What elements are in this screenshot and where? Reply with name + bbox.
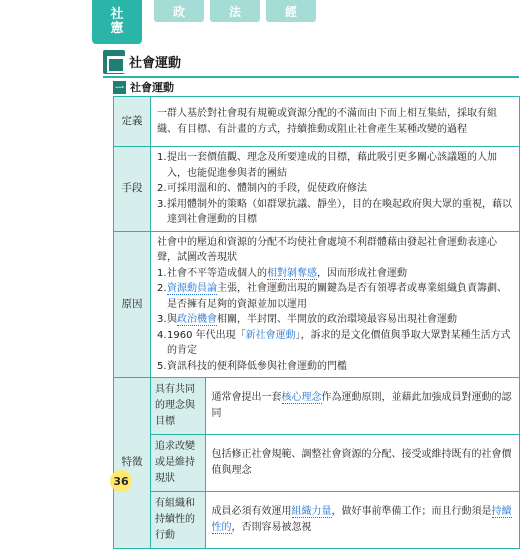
- item-text: [167, 312, 513, 328]
- item-text: 提出一套價值觀、理念及所要達成的目標，藉此吸引更多關心該議題的人加入，也能促進參與者的團結: [167, 152, 497, 179]
- feature-row: [151, 378, 519, 435]
- features-content: [151, 378, 520, 549]
- list-item: [157, 181, 513, 197]
- text-run: 相關，半封閉、半開放的政治環境最容易出現社會運動: [217, 314, 457, 325]
- features-subtable: [151, 378, 519, 548]
- highlight-term: 新社會運動: [245, 329, 296, 341]
- tab-main-char-2: 憲: [110, 21, 124, 36]
- highlight-term: 相對剝奪感: [267, 267, 317, 279]
- section-title: 社會運動: [129, 56, 182, 71]
- definition-text: 一群人基於對社會現有規範或資源分配的不滿而由下而上相互集結，採取有組織、有目標、有計畫的方式，持續推動或阻止社會產生某種改變的過程: [151, 97, 520, 147]
- text-run: 社會不平等造成個人的: [167, 267, 267, 279]
- list-item: [157, 150, 513, 181]
- list-item: [157, 312, 513, 328]
- highlight-term: 組織力量: [291, 506, 332, 517]
- item-text: 資訊科技的便利降低參與社會運動的門檻: [167, 360, 347, 372]
- page-number: 36: [110, 470, 132, 492]
- list-item: [157, 328, 513, 359]
- highlight-term: 核心理念: [281, 392, 322, 403]
- text-run: 與: [167, 314, 177, 325]
- list-item: [157, 266, 513, 282]
- table-caption: [113, 78, 174, 96]
- highlight-term: 政治機會: [177, 314, 217, 325]
- table-caption-text: 社會運動: [130, 81, 174, 94]
- highlight-term: 資源動員論: [167, 283, 217, 294]
- cause-intro: 社會中的壓迫和資源的分配不均使社會處境不利群體藉由發起社會運動表達心聲，試圖改善現狀: [157, 236, 497, 263]
- item-number: 3.: [157, 198, 167, 210]
- feature-text: [205, 378, 519, 435]
- feature-text: [205, 492, 519, 549]
- text-run: 作為運動原則，並藉此加強成員對運動的認同: [211, 392, 512, 419]
- table-row-cause: [114, 231, 520, 378]
- item-number: 3.: [157, 314, 167, 325]
- section-heading: [103, 50, 223, 76]
- item-number: 1.: [157, 152, 167, 163]
- text-run: 」，訴求的是文化價值與爭取大眾對某種生活方式的肯定: [167, 329, 511, 356]
- text-run: 1960 年代出現「: [167, 329, 246, 341]
- row-label-cause: 原因: [114, 231, 151, 378]
- row-label-definition: 定義: [114, 97, 151, 147]
- tab-law[interactable]: 法: [210, 0, 260, 22]
- tab-economics[interactable]: 經: [266, 0, 316, 22]
- text-run: ，做好事前準備工作；而且行動須是: [331, 506, 492, 517]
- item-text: [167, 328, 513, 359]
- book-icon: [103, 50, 125, 74]
- feature-label: 有組織和持續性的行動: [151, 492, 205, 549]
- cause-content: [151, 231, 520, 378]
- means-list: [151, 147, 520, 232]
- tab-politics[interactable]: 政: [154, 0, 204, 22]
- item-text: 可採用溫和的、體制內的手段，促使政府修法: [167, 183, 367, 194]
- feature-label: 具有共同的理念與目標: [151, 378, 205, 435]
- item-number: 2.: [157, 283, 167, 294]
- text-run: ，因而形成社會運動: [317, 267, 407, 279]
- social-movement-table: [113, 96, 520, 549]
- item-text: [167, 281, 513, 312]
- text-run: 主張，社會運動出現的關鍵為是否有領導者或專業組織負責籌劃、是否擁有足夠的資源並加以運用: [167, 283, 507, 310]
- table-number-badge: 一: [113, 81, 126, 94]
- table-row-features: [114, 378, 520, 549]
- tab-society-constitution[interactable]: [92, 0, 142, 44]
- item-text: [167, 266, 513, 282]
- feature-text: 包括修正社會規範、調整社會資源的分配、接受或維持既有的社會價值與理念: [205, 435, 519, 492]
- row-label-features: 特徵: [114, 378, 151, 549]
- highlight-term: 持續性的: [211, 506, 512, 533]
- item-number: 1.: [157, 267, 167, 279]
- feature-label: 追求改變或是維持現狀: [151, 435, 205, 492]
- item-number: 2.: [157, 183, 167, 194]
- item-number: 5.: [157, 360, 167, 372]
- table-row-means: [114, 147, 520, 232]
- list-item: [157, 197, 513, 228]
- tab-main-char-1: 社: [110, 7, 124, 22]
- text-run: ，否則容易被忽視: [231, 522, 312, 533]
- list-item: [157, 281, 513, 312]
- row-label-means: 手段: [114, 147, 151, 232]
- text-run: 通常會提出一套: [211, 392, 282, 403]
- table-row-definition: [114, 97, 520, 147]
- list-item: [157, 359, 513, 375]
- item-text: 採用體制外的策略（如群眾抗議、靜坐），目的在喚起政府與大眾的重視，藉以達到社會運動的目標: [167, 198, 512, 225]
- text-run: 成員必須有效運用: [211, 506, 292, 517]
- chapter-tabs: [92, 0, 522, 36]
- feature-row: [151, 435, 519, 492]
- feature-row: [151, 492, 519, 549]
- item-number: 4.: [157, 329, 167, 341]
